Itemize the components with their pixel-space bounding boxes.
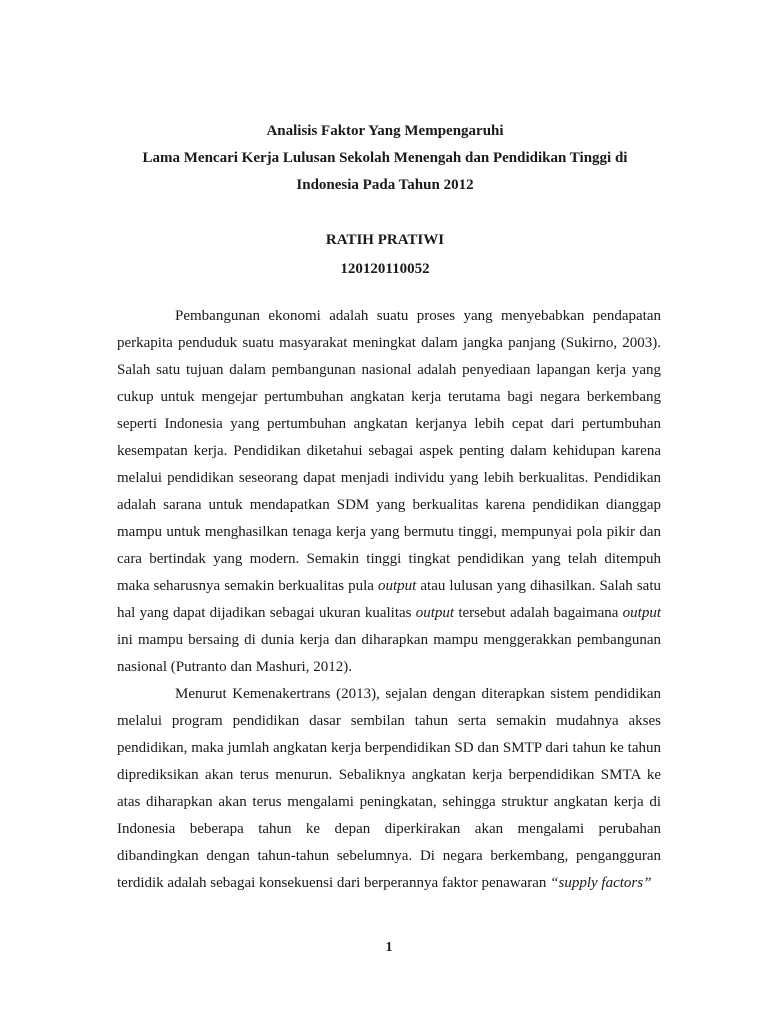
italic-term-output-1: output (378, 578, 417, 594)
page-number: 1 (385, 940, 393, 955)
paper-title (90, 118, 680, 199)
paragraph-1-text-a: Pembangunan ekonomi adalah suatu proses yang menyebabkan pendapatan perkapita penduduk suatu masyarakat meningkat dalam jangka panjang (Sukirno, 2003). Salah satu tujuan dalam pembangunan nasional adalah penyediaan lapangan kerja yang cukup untuk mengejar pertumbuhan angkatan kerja terutama bagi negara berkembang seperti Indonesia yang pertumbuhan angkatan kerjanya lebih cepat dari pertumbuhan kesempatan kerja. Pendidikan diketahui sebagai aspek penting dalam kehidupan karena melalui pendidikan seseorang dapat menjadi individu yang lebih berkualitas. Pendidikan adalah sarana untuk mendapatkan SDM yang berkualitas karena pendidikan dianggap mampu untuk menghasilkan tenaga kerja yang bermutu tinggi, mempunyai pola pikir dan cara bertindak yang modern. Semakin tinggi tingkat pendidikan yang telah ditempuh maka seharusnya semakin berkualitas pula (117, 308, 661, 594)
paragraph-1 (117, 303, 661, 681)
italic-term-output-3: output (622, 605, 662, 621)
paragraph-1-text-d: ini mampu bersaing di dunia kerja dan diharapkan mampu menggerakkan pembangunan nasional (Putranto dan Mashuri, 2012). (117, 632, 661, 675)
paragraph-2 (117, 681, 661, 897)
paragraph-1-text-b: atau lulusan yang dihasilkan. Salah satu hal yang dapat dijadikan sebagai ukuran kualitas (117, 578, 661, 621)
title-line-3: Indonesia Pada Tahun 2012 (296, 177, 474, 193)
title-line-2: Lama Mencari Kerja Lulusan Sekolah Menengah dan Pendidikan Tinggi di (142, 150, 628, 166)
paragraph-1-text-c: tersebut adalah bagaimana (454, 605, 623, 621)
author-block (90, 226, 680, 284)
italic-term-output-2: output (415, 605, 455, 621)
author-name: RATIH PRATIWI (325, 232, 445, 248)
body-text (117, 303, 661, 897)
title-line-1: Analisis Faktor Yang Mempengaruhi (266, 123, 504, 139)
italic-term-supply-factors: “supply factors” (550, 875, 652, 891)
paragraph-2-text-a: Menurut Kemenakertrans (2013), sejalan dengan diterapkan sistem pendidikan melalui program pendidikan dasar sembilan tahun serta semakin mudahnya akses pendidikan, maka jumlah angkatan kerja berpendidikan SD dan SMTP dari tahun ke tahun diprediksikan akan terus menurun. Sebaliknya angkatan kerja berpendidikan SMTA ke atas diharapkan akan terus mengalami peningkatan, sehingga struktur angkatan kerja di Indonesia beberapa tahun ke depan diperkirakan akan mengalami perubahan dibandingkan dengan tahun-tahun sebelumnya. Di negara berkembang, pengangguran terdidik adalah sebagai konsekuensi dari berperannya faktor penawaran (117, 686, 661, 891)
author-id: 120120110052 (340, 261, 430, 277)
